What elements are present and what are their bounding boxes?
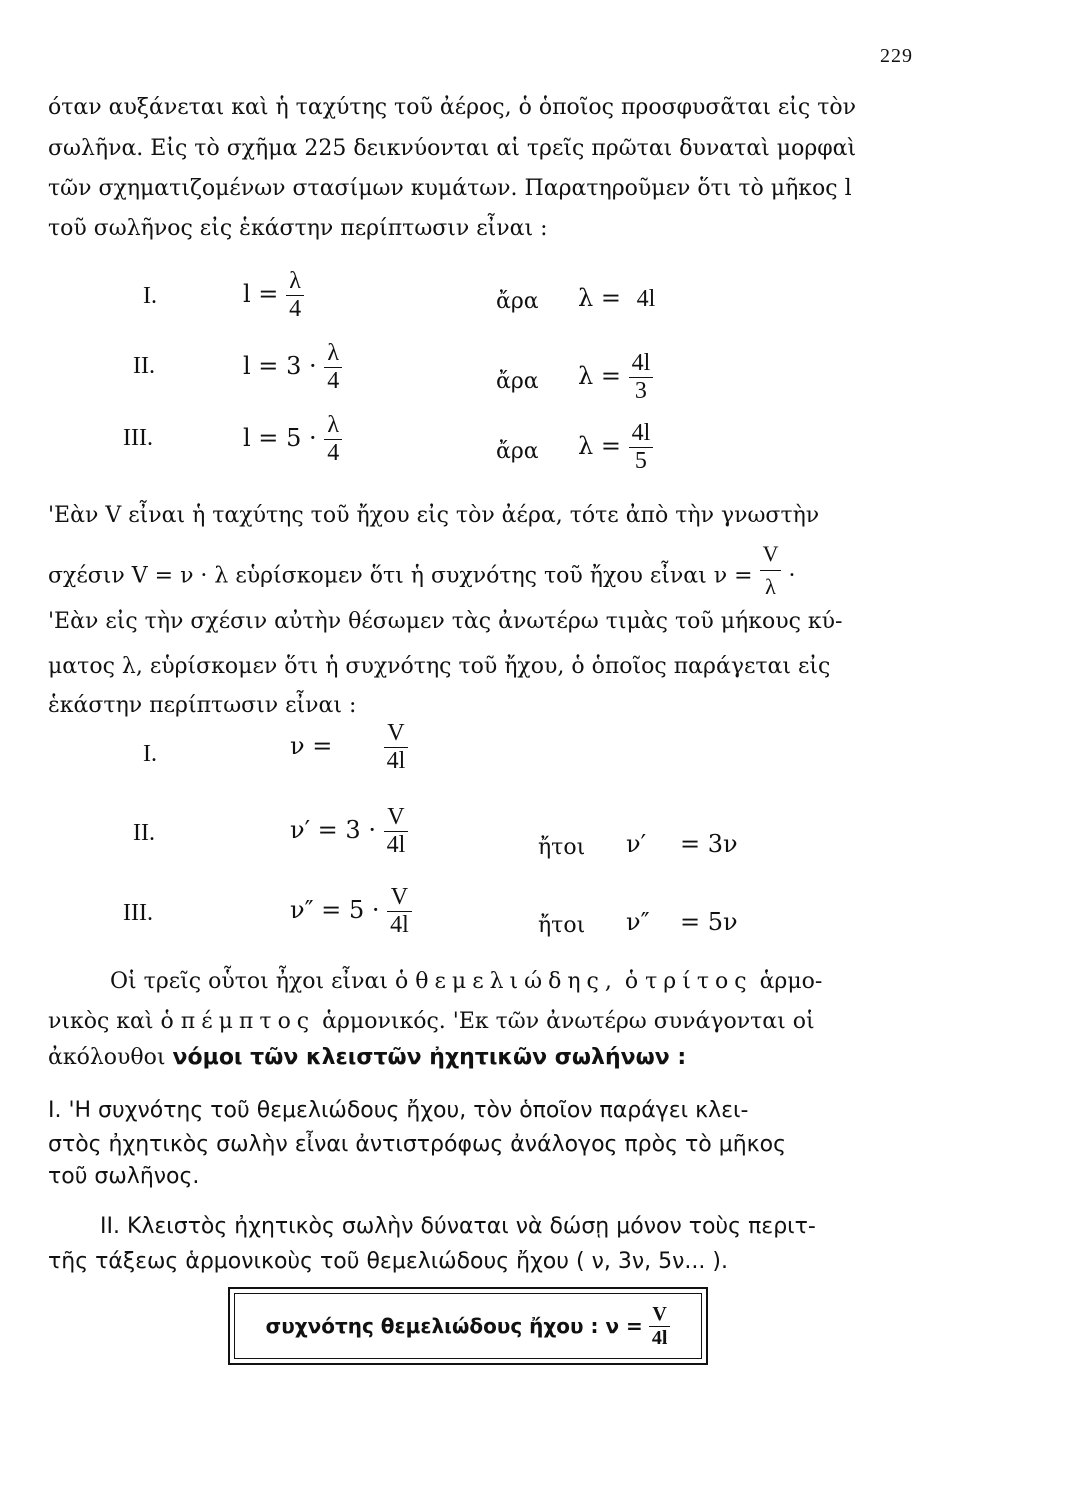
freq-res-rhs: = 5ν [680,908,738,936]
formula-fraction [649,1303,671,1350]
intro-line-2: σωλῆνα. Εἰς τὸ σχῆμα 225 δεικνύονται αἱ τρεῖς πρῶται δυναταὶ μορφαὶ [48,136,857,161]
freq-case-label: II. [133,820,155,846]
harmonics-line-1 [110,966,822,998]
freq-frac-num: V [390,884,409,910]
wl-res-den: 3 [629,377,654,405]
freq-frac-den: 4l [384,831,409,859]
wl-frac-den: 4 [324,367,342,395]
law-2-line-2: τῆς τάξεως ἁρμονικοὺς τοῦ θεμελιώδους ἤχου ( ν, 3ν, 5ν... ). [48,1249,728,1274]
freq-case-label: I. [143,741,157,767]
formula-box [228,1287,708,1365]
middle-line-2-text: σχέσιν V = ν · λ εὑρίσκομεν ὅτι ἡ συχνότης τοῦ ἤχου εἶναι ν = [48,563,753,589]
wl-res-fraction [629,350,654,405]
wl-res-lhs: λ = [578,284,621,312]
ara-word: ἄρα [496,289,539,314]
harmonics-text: ἀκόλουθοι [48,1045,166,1070]
wl-coef: 3 · [286,352,317,380]
wl-res-lhs: λ = [578,362,621,390]
formula-text: συχνότης θεμελιώδους ἤχου : ν = [265,1314,643,1338]
wl-result [578,350,653,405]
wl-lhs: l = [243,352,279,380]
wl-case-label: III. [123,425,153,451]
itoi-word: ἤτοι [538,913,586,938]
middle-line-3: 'Εὰν εἰς τὴν σχέσιν αὐτὴν θέσωμεν τὰς ἀνωτέρω τιμὰς τοῦ μήκους κύ- [48,609,843,634]
wl-case-label: II. [133,353,155,379]
law-2-line-1: II. Κλειστὸς ἠχητικὸς σωλὴν δύναται νὰ δώσῃ μόνον τοὺς περιτ- [100,1214,816,1239]
v-num: V [762,541,779,566]
wl-frac-num: λ [289,268,301,294]
freq-fraction [384,804,409,859]
wl-case-label: I. [143,283,157,309]
freq-fraction [384,720,409,775]
formula-box-inner [234,1293,702,1359]
wl-frac-den: 4 [286,295,304,323]
wl-res-fraction [629,420,654,475]
wl-case-equation [243,340,342,395]
lambda-den: λ [760,570,782,603]
wl-res-lhs: λ = [578,432,621,460]
wl-lhs: l = [243,280,279,308]
middle-line-5: ἑκάστην περίπτωσιν εἶναι : [48,693,357,718]
wl-coef: 5 · [286,424,317,452]
freq-case-equation [290,720,408,775]
freq-res-rhs: = 3ν [680,830,738,858]
harmonics-text: ἁρμονικός. 'Εκ τῶν ἀνωτέρω συνάγονται οἱ [322,1009,815,1034]
ara-word: ἄρα [496,369,539,394]
law-1-line-1: I. 'Η συχνότης τοῦ θεμελιώδους ἤχου, τὸν ὁποῖον παράγει κλει- [48,1098,749,1123]
freq-case-label: III. [123,900,153,926]
freq-case-equation [290,804,408,859]
formula-num: V [652,1302,667,1325]
wl-lhs: l = [243,424,279,452]
middle-line-1: 'Εὰν V εἶναι ἡ ταχύτης τοῦ ἤχου εἰς τὸν ἀέρα, τότε ἀπὸ τὴν γνωστὴν [48,503,820,528]
term-third: τρίτος [645,969,753,994]
ara-word: ἄρα [496,439,539,464]
law-1-line-2: στὸς ἠχητικὸς σωλὴν εἶναι ἀντιστρόφως ἀνάλογος πρὸς τὸ μῆκος [48,1132,786,1157]
freq-case-equation [290,884,412,939]
wl-fraction [286,268,304,323]
formula-den: 4l [649,1326,671,1350]
term-fifth: πέμπτος [180,1009,316,1034]
middle-line-4: ματος λ, εὑρίσκομεν ὅτι ἡ συχνότης τοῦ ἤχου, ὁ ὁποῖος παράγεται εἰς [48,654,831,679]
page-number: 229 [880,45,913,67]
harmonics-line-2 [48,1006,815,1038]
wl-result [578,284,655,313]
wl-case-equation [243,412,342,467]
laws-heading: νόμοι τῶν κλειστῶν ἠχητικῶν σωλήνων : [172,1045,687,1070]
wl-case-equation [243,268,304,323]
middle-line-2 [48,541,796,603]
itoi-word: ἤτοι [538,835,586,860]
freq-fraction [387,884,412,939]
wl-fraction [324,412,342,467]
freq-coef: 3 · [345,816,376,844]
harmonics-text: νικὸς καὶ ὁ [48,1009,174,1034]
term-fundamental: θεμελιώδης, [415,969,618,994]
v-over-lambda [760,538,782,603]
freq-res-lhs: ν″ [626,908,650,936]
freq-frac-num: V [387,804,405,830]
freq-frac-num: V [387,720,405,746]
intro-line-1: όταν αυξάνεται καὶ ἡ ταχύτης τοῦ ἀέρος, ὁ ὁποῖος προσφυσᾶται εἰς τὸν [48,95,857,120]
wl-frac-num: λ [327,340,340,366]
wl-res-num: 4l [631,420,651,446]
freq-lhs: ν′ = [290,816,338,844]
freq-frac-den: 4l [384,747,409,775]
wl-res-value: 4l [636,286,656,312]
freq-res-lhs: ν′ [626,830,647,858]
wl-res-num: 4l [631,350,651,376]
wl-frac-den: 4 [324,439,342,467]
harmonics-line-3 [48,1042,686,1074]
wl-frac-num: λ [327,412,340,438]
freq-lhs: ν = [290,732,333,760]
harmonics-text: ἁρμο- [759,969,823,994]
harmonics-text: ὁ [624,969,639,994]
law-1-line-3: τοῦ σωλῆνος. [48,1164,200,1189]
intro-line-3: τῶν σχηματιζομένων στασίμων κυμάτων. Παρατηροῦμεν ὅτι τὸ μῆκος l [48,176,852,201]
freq-lhs: ν″ = [290,896,342,924]
freq-frac-den: 4l [387,911,412,939]
wl-res-den: 5 [629,447,654,475]
intro-line-4: τοῦ σωλῆνος εἰς ἑκάστην περίπτωσιν εἶναι : [48,216,548,241]
middle-line-2-end: · [788,563,796,589]
wl-result [578,420,653,475]
wl-fraction [324,340,342,395]
harmonics-text: Οἱ τρεῖς οὗτοι ἦχοι εἶναι ὁ [110,969,409,994]
freq-coef: 5 · [348,896,380,924]
